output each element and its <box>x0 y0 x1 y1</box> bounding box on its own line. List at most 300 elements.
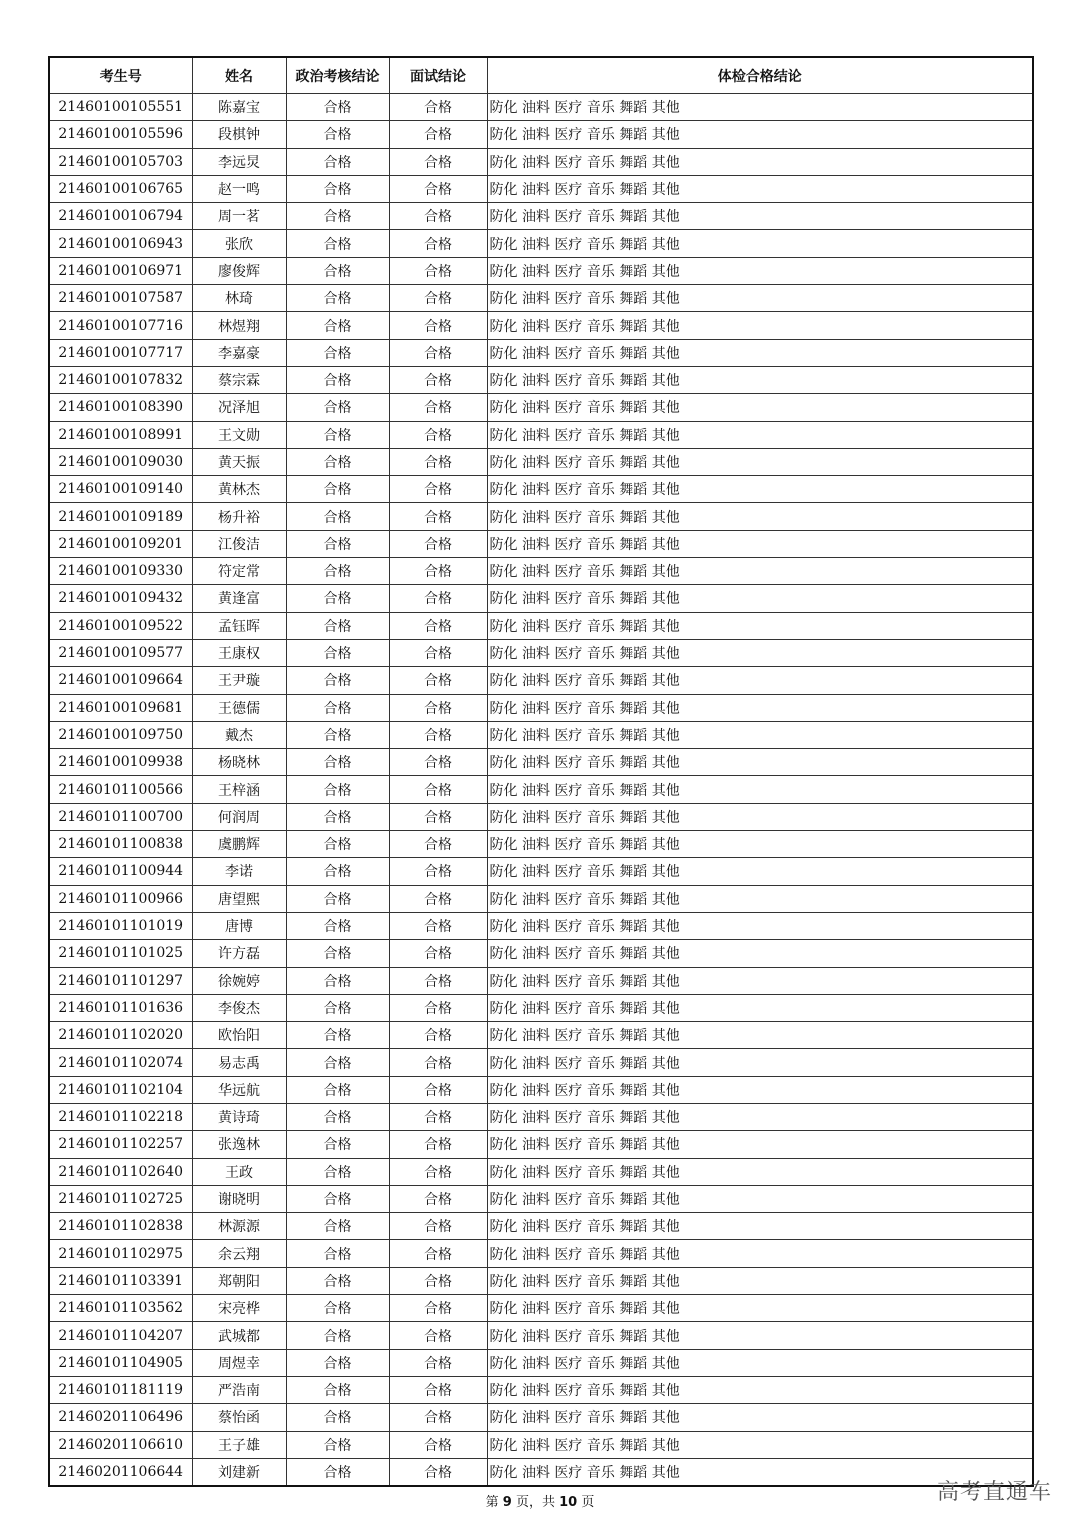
political-check-cell: 合格 <box>286 749 389 776</box>
exam-id-cell: 21460101100838 <box>49 831 192 858</box>
interview-cell: 合格 <box>389 339 487 366</box>
table-row <box>49 339 1033 366</box>
physical-exam-cell: 防化 油料 医疗 音乐 舞蹈 其他 <box>487 885 1033 912</box>
physical-exam-cell: 防化 油料 医疗 音乐 舞蹈 其他 <box>487 994 1033 1021</box>
table-row <box>49 694 1033 721</box>
interview-cell: 合格 <box>389 585 487 612</box>
name-cell: 刘建新 <box>192 1458 286 1486</box>
interview-cell: 合格 <box>389 967 487 994</box>
header-physical-exam: 体检合格结论 <box>487 57 1033 94</box>
footer-middle: 页，共 <box>511 1495 560 1510</box>
name-cell: 严浩南 <box>192 1376 286 1403</box>
physical-exam-cell: 防化 油料 医疗 音乐 舞蹈 其他 <box>487 803 1033 830</box>
exam-id-cell: 21460100106971 <box>49 257 192 284</box>
interview-cell: 合格 <box>389 1322 487 1349</box>
name-cell: 张欣 <box>192 230 286 257</box>
physical-exam-cell: 防化 油料 医疗 音乐 舞蹈 其他 <box>487 612 1033 639</box>
political-check-cell: 合格 <box>286 721 389 748</box>
table-row <box>49 912 1033 939</box>
exam-id-cell: 21460100109330 <box>49 558 192 585</box>
political-check-cell: 合格 <box>286 1049 389 1076</box>
name-cell: 欧怡阳 <box>192 1022 286 1049</box>
name-cell: 李远炅 <box>192 148 286 175</box>
table-row <box>49 1022 1033 1049</box>
interview-cell: 合格 <box>389 94 487 121</box>
political-check-cell: 合格 <box>286 285 389 312</box>
interview-cell: 合格 <box>389 503 487 530</box>
header-political-check: 政治考核结论 <box>286 57 389 94</box>
name-cell: 许方磊 <box>192 940 286 967</box>
exam-id-cell: 21460101104905 <box>49 1349 192 1376</box>
table-row <box>49 667 1033 694</box>
physical-exam-cell: 防化 油料 医疗 音乐 舞蹈 其他 <box>487 257 1033 284</box>
physical-exam-cell: 防化 油料 医疗 音乐 舞蹈 其他 <box>487 1185 1033 1212</box>
physical-exam-cell: 防化 油料 医疗 音乐 舞蹈 其他 <box>487 1404 1033 1431</box>
table-row <box>49 612 1033 639</box>
table-row <box>49 885 1033 912</box>
table-row <box>49 1240 1033 1267</box>
exam-id-cell: 21460100109750 <box>49 721 192 748</box>
table-row <box>49 312 1033 339</box>
political-check-cell: 合格 <box>286 558 389 585</box>
exam-id-cell: 21460201106610 <box>49 1431 192 1458</box>
political-check-cell: 合格 <box>286 121 389 148</box>
table-row <box>49 94 1033 121</box>
physical-exam-cell: 防化 油料 医疗 音乐 舞蹈 其他 <box>487 967 1033 994</box>
interview-cell: 合格 <box>389 1131 487 1158</box>
footer-prefix: 第 <box>485 1495 503 1510</box>
name-cell: 李俊杰 <box>192 994 286 1021</box>
total-pages: 10 <box>559 1495 578 1510</box>
table-row <box>49 421 1033 448</box>
physical-exam-cell: 防化 油料 医疗 音乐 舞蹈 其他 <box>487 476 1033 503</box>
exam-id-cell: 21460100108991 <box>49 421 192 448</box>
political-check-cell: 合格 <box>286 1076 389 1103</box>
physical-exam-cell: 防化 油料 医疗 音乐 舞蹈 其他 <box>487 912 1033 939</box>
exam-id-cell: 21460100107587 <box>49 285 192 312</box>
political-check-cell: 合格 <box>286 1213 389 1240</box>
physical-exam-cell: 防化 油料 医疗 音乐 舞蹈 其他 <box>487 585 1033 612</box>
name-cell: 段棋钟 <box>192 121 286 148</box>
name-cell: 华远航 <box>192 1076 286 1103</box>
exam-id-cell: 21460101102975 <box>49 1240 192 1267</box>
results-table <box>48 56 1034 1487</box>
exam-id-cell: 21460201106496 <box>49 1404 192 1431</box>
name-cell: 林琦 <box>192 285 286 312</box>
political-check-cell: 合格 <box>286 831 389 858</box>
interview-cell: 合格 <box>389 940 487 967</box>
table-row <box>49 175 1033 202</box>
table-row <box>49 503 1033 530</box>
interview-cell: 合格 <box>389 639 487 666</box>
political-check-cell: 合格 <box>286 339 389 366</box>
political-check-cell: 合格 <box>286 175 389 202</box>
name-cell: 张逸林 <box>192 1131 286 1158</box>
name-cell: 武城都 <box>192 1322 286 1349</box>
name-cell: 周煜幸 <box>192 1349 286 1376</box>
physical-exam-cell: 防化 油料 医疗 音乐 舞蹈 其他 <box>487 1022 1033 1049</box>
exam-id-cell: 21460100108390 <box>49 394 192 421</box>
name-cell: 王梓涵 <box>192 776 286 803</box>
table-row <box>49 1049 1033 1076</box>
political-check-cell: 合格 <box>286 421 389 448</box>
table-row <box>49 803 1033 830</box>
political-check-cell: 合格 <box>286 776 389 803</box>
political-check-cell: 合格 <box>286 476 389 503</box>
interview-cell: 合格 <box>389 1431 487 1458</box>
physical-exam-cell: 防化 油料 医疗 音乐 舞蹈 其他 <box>487 1076 1033 1103</box>
exam-id-cell: 21460101101019 <box>49 912 192 939</box>
political-check-cell: 合格 <box>286 1185 389 1212</box>
name-cell: 周一茗 <box>192 203 286 230</box>
table-row <box>49 230 1033 257</box>
exam-id-cell: 21460100109030 <box>49 448 192 475</box>
political-check-cell: 合格 <box>286 230 389 257</box>
interview-cell: 合格 <box>389 831 487 858</box>
name-cell: 廖俊辉 <box>192 257 286 284</box>
table-row <box>49 1158 1033 1185</box>
political-check-cell: 合格 <box>286 312 389 339</box>
table-row <box>49 1349 1033 1376</box>
interview-cell: 合格 <box>389 776 487 803</box>
physical-exam-cell: 防化 油料 医疗 音乐 舞蹈 其他 <box>487 776 1033 803</box>
header-row <box>49 57 1033 94</box>
physical-exam-cell: 防化 油料 医疗 音乐 舞蹈 其他 <box>487 366 1033 393</box>
physical-exam-cell: 防化 油料 医疗 音乐 舞蹈 其他 <box>487 121 1033 148</box>
political-check-cell: 合格 <box>286 912 389 939</box>
political-check-cell: 合格 <box>286 1322 389 1349</box>
exam-id-cell: 21460101103391 <box>49 1267 192 1294</box>
interview-cell: 合格 <box>389 203 487 230</box>
table-row <box>49 448 1033 475</box>
exam-id-cell: 21460100105551 <box>49 94 192 121</box>
interview-cell: 合格 <box>389 257 487 284</box>
table-row <box>49 1376 1033 1403</box>
interview-cell: 合格 <box>389 803 487 830</box>
political-check-cell: 合格 <box>286 1158 389 1185</box>
physical-exam-cell: 防化 油料 医疗 音乐 舞蹈 其他 <box>487 721 1033 748</box>
exam-id-cell: 21460101104207 <box>49 1322 192 1349</box>
exam-id-cell: 21460101100566 <box>49 776 192 803</box>
political-check-cell: 合格 <box>286 530 389 557</box>
political-check-cell: 合格 <box>286 1267 389 1294</box>
exam-id-cell: 21460100107716 <box>49 312 192 339</box>
physical-exam-cell: 防化 油料 医疗 音乐 舞蹈 其他 <box>487 94 1033 121</box>
interview-cell: 合格 <box>389 1158 487 1185</box>
table-row <box>49 858 1033 885</box>
political-check-cell: 合格 <box>286 1404 389 1431</box>
physical-exam-cell: 防化 油料 医疗 音乐 舞蹈 其他 <box>487 530 1033 557</box>
political-check-cell: 合格 <box>286 885 389 912</box>
name-cell: 赵一鸣 <box>192 175 286 202</box>
interview-cell: 合格 <box>389 1240 487 1267</box>
political-check-cell: 合格 <box>286 803 389 830</box>
interview-cell: 合格 <box>389 366 487 393</box>
table-row <box>49 639 1033 666</box>
political-check-cell: 合格 <box>286 366 389 393</box>
name-cell: 徐婉婷 <box>192 967 286 994</box>
physical-exam-cell: 防化 油料 医疗 音乐 舞蹈 其他 <box>487 394 1033 421</box>
table-row <box>49 257 1033 284</box>
table-row <box>49 749 1033 776</box>
interview-cell: 合格 <box>389 1185 487 1212</box>
physical-exam-cell: 防化 油料 医疗 音乐 舞蹈 其他 <box>487 1267 1033 1294</box>
political-check-cell: 合格 <box>286 994 389 1021</box>
name-cell: 王尹璇 <box>192 667 286 694</box>
political-check-cell: 合格 <box>286 585 389 612</box>
table-row <box>49 366 1033 393</box>
name-cell: 黄逢富 <box>192 585 286 612</box>
physical-exam-cell: 防化 油料 医疗 音乐 舞蹈 其他 <box>487 1458 1033 1486</box>
table-row <box>49 121 1033 148</box>
table-row <box>49 530 1033 557</box>
table-row <box>49 831 1033 858</box>
interview-cell: 合格 <box>389 148 487 175</box>
table-row <box>49 1431 1033 1458</box>
interview-cell: 合格 <box>389 858 487 885</box>
physical-exam-cell: 防化 油料 医疗 音乐 舞蹈 其他 <box>487 1295 1033 1322</box>
name-cell: 宋亮桦 <box>192 1295 286 1322</box>
table-row <box>49 776 1033 803</box>
physical-exam-cell: 防化 油料 医疗 音乐 舞蹈 其他 <box>487 1103 1033 1130</box>
physical-exam-cell: 防化 油料 医疗 音乐 舞蹈 其他 <box>487 858 1033 885</box>
interview-cell: 合格 <box>389 558 487 585</box>
exam-id-cell: 21460101101025 <box>49 940 192 967</box>
interview-cell: 合格 <box>389 1213 487 1240</box>
political-check-cell: 合格 <box>286 94 389 121</box>
exam-id-cell: 21460101102074 <box>49 1049 192 1076</box>
political-check-cell: 合格 <box>286 257 389 284</box>
political-check-cell: 合格 <box>286 203 389 230</box>
physical-exam-cell: 防化 油料 医疗 音乐 舞蹈 其他 <box>487 639 1033 666</box>
name-cell: 李嘉豪 <box>192 339 286 366</box>
interview-cell: 合格 <box>389 285 487 312</box>
physical-exam-cell: 防化 油料 医疗 音乐 舞蹈 其他 <box>487 230 1033 257</box>
interview-cell: 合格 <box>389 421 487 448</box>
exam-id-cell: 21460101101636 <box>49 994 192 1021</box>
political-check-cell: 合格 <box>286 1376 389 1403</box>
exam-id-cell: 21460101102020 <box>49 1022 192 1049</box>
physical-exam-cell: 防化 油料 医疗 音乐 舞蹈 其他 <box>487 1158 1033 1185</box>
exam-id-cell: 21460100109938 <box>49 749 192 776</box>
political-check-cell: 合格 <box>286 1458 389 1486</box>
exam-id-cell: 21460101102725 <box>49 1185 192 1212</box>
political-check-cell: 合格 <box>286 667 389 694</box>
interview-cell: 合格 <box>389 121 487 148</box>
name-cell: 蔡怡函 <box>192 1404 286 1431</box>
interview-cell: 合格 <box>389 1103 487 1130</box>
exam-id-cell: 21460100109577 <box>49 639 192 666</box>
political-check-cell: 合格 <box>286 858 389 885</box>
table-row <box>49 558 1033 585</box>
physical-exam-cell: 防化 油料 医疗 音乐 舞蹈 其他 <box>487 1349 1033 1376</box>
physical-exam-cell: 防化 油料 医疗 音乐 舞蹈 其他 <box>487 1376 1033 1403</box>
name-cell: 林煜翔 <box>192 312 286 339</box>
interview-cell: 合格 <box>389 1376 487 1403</box>
name-cell: 况泽旭 <box>192 394 286 421</box>
physical-exam-cell: 防化 油料 医疗 音乐 舞蹈 其他 <box>487 1049 1033 1076</box>
exam-id-cell: 21460100109664 <box>49 667 192 694</box>
exam-id-cell: 21460100105596 <box>49 121 192 148</box>
exam-id-cell: 21460100109522 <box>49 612 192 639</box>
exam-id-cell: 21460100106765 <box>49 175 192 202</box>
physical-exam-cell: 防化 油料 医疗 音乐 舞蹈 其他 <box>487 203 1033 230</box>
interview-cell: 合格 <box>389 1295 487 1322</box>
interview-cell: 合格 <box>389 994 487 1021</box>
physical-exam-cell: 防化 油料 医疗 音乐 舞蹈 其他 <box>487 503 1033 530</box>
name-cell: 戴杰 <box>192 721 286 748</box>
interview-cell: 合格 <box>389 175 487 202</box>
table-row <box>49 1458 1033 1486</box>
exam-id-cell: 21460101102218 <box>49 1103 192 1130</box>
political-check-cell: 合格 <box>286 1131 389 1158</box>
name-cell: 杨升裕 <box>192 503 286 530</box>
table-row <box>49 940 1033 967</box>
exam-id-cell: 21460100107832 <box>49 366 192 393</box>
exam-id-cell: 21460100106794 <box>49 203 192 230</box>
table-row <box>49 1295 1033 1322</box>
exam-id-cell: 21460100109201 <box>49 530 192 557</box>
political-check-cell: 合格 <box>286 503 389 530</box>
exam-id-cell: 21460101102104 <box>49 1076 192 1103</box>
exam-id-cell: 21460100106943 <box>49 230 192 257</box>
physical-exam-cell: 防化 油料 医疗 音乐 舞蹈 其他 <box>487 1240 1033 1267</box>
physical-exam-cell: 防化 油料 医疗 音乐 舞蹈 其他 <box>487 558 1033 585</box>
exam-id-cell: 21460101100966 <box>49 885 192 912</box>
exam-id-cell: 21460101100700 <box>49 803 192 830</box>
interview-cell: 合格 <box>389 230 487 257</box>
table-row <box>49 994 1033 1021</box>
name-cell: 黄诗琦 <box>192 1103 286 1130</box>
interview-cell: 合格 <box>389 394 487 421</box>
political-check-cell: 合格 <box>286 1240 389 1267</box>
name-cell: 孟钰晖 <box>192 612 286 639</box>
header-name: 姓名 <box>192 57 286 94</box>
political-check-cell: 合格 <box>286 1349 389 1376</box>
name-cell: 谢晓明 <box>192 1185 286 1212</box>
physical-exam-cell: 防化 油料 医疗 音乐 舞蹈 其他 <box>487 667 1033 694</box>
page-footer <box>0 1491 1080 1510</box>
physical-exam-cell: 防化 油料 医疗 音乐 舞蹈 其他 <box>487 1431 1033 1458</box>
interview-cell: 合格 <box>389 721 487 748</box>
header-exam-id: 考生号 <box>49 57 192 94</box>
interview-cell: 合格 <box>389 1458 487 1486</box>
political-check-cell: 合格 <box>286 1103 389 1130</box>
table-row <box>49 1267 1033 1294</box>
exam-id-cell: 21460101103562 <box>49 1295 192 1322</box>
table-row <box>49 1213 1033 1240</box>
interview-cell: 合格 <box>389 476 487 503</box>
interview-cell: 合格 <box>389 1349 487 1376</box>
political-check-cell: 合格 <box>286 694 389 721</box>
exam-id-cell: 21460100109140 <box>49 476 192 503</box>
interview-cell: 合格 <box>389 312 487 339</box>
physical-exam-cell: 防化 油料 医疗 音乐 舞蹈 其他 <box>487 148 1033 175</box>
exam-id-cell: 21460101100944 <box>49 858 192 885</box>
physical-exam-cell: 防化 油料 医疗 音乐 舞蹈 其他 <box>487 940 1033 967</box>
interview-cell: 合格 <box>389 1049 487 1076</box>
exam-id-cell: 21460101102838 <box>49 1213 192 1240</box>
table-row <box>49 285 1033 312</box>
political-check-cell: 合格 <box>286 1431 389 1458</box>
exam-id-cell: 21460100107717 <box>49 339 192 366</box>
name-cell: 王文勋 <box>192 421 286 448</box>
exam-id-cell: 21460101102640 <box>49 1158 192 1185</box>
political-check-cell: 合格 <box>286 148 389 175</box>
name-cell: 符定常 <box>192 558 286 585</box>
table-row <box>49 1185 1033 1212</box>
exam-id-cell: 21460100109432 <box>49 585 192 612</box>
name-cell: 林源源 <box>192 1213 286 1240</box>
footer-suffix: 页 <box>577 1495 595 1510</box>
table-row <box>49 1076 1033 1103</box>
exam-id-cell: 21460100105703 <box>49 148 192 175</box>
name-cell: 余云翔 <box>192 1240 286 1267</box>
physical-exam-cell: 防化 油料 医疗 音乐 舞蹈 其他 <box>487 175 1033 202</box>
political-check-cell: 合格 <box>286 1022 389 1049</box>
physical-exam-cell: 防化 油料 医疗 音乐 舞蹈 其他 <box>487 339 1033 366</box>
table-row <box>49 967 1033 994</box>
exam-id-cell: 21460100109189 <box>49 503 192 530</box>
name-cell: 王子雄 <box>192 1431 286 1458</box>
name-cell: 江俊洁 <box>192 530 286 557</box>
current-page: 9 <box>502 1495 512 1510</box>
physical-exam-cell: 防化 油料 医疗 音乐 舞蹈 其他 <box>487 749 1033 776</box>
interview-cell: 合格 <box>389 1404 487 1431</box>
name-cell: 唐望熙 <box>192 885 286 912</box>
interview-cell: 合格 <box>389 448 487 475</box>
political-check-cell: 合格 <box>286 1295 389 1322</box>
table-row <box>49 1131 1033 1158</box>
political-check-cell: 合格 <box>286 394 389 421</box>
interview-cell: 合格 <box>389 1022 487 1049</box>
name-cell: 黄林杰 <box>192 476 286 503</box>
table-row <box>49 1103 1033 1130</box>
exam-id-cell: 21460101181119 <box>49 1376 192 1403</box>
interview-cell: 合格 <box>389 1076 487 1103</box>
physical-exam-cell: 防化 油料 医疗 音乐 舞蹈 其他 <box>487 1213 1033 1240</box>
table-row <box>49 1404 1033 1431</box>
header-interview: 面试结论 <box>389 57 487 94</box>
name-cell: 王德儒 <box>192 694 286 721</box>
political-check-cell: 合格 <box>286 967 389 994</box>
name-cell: 何润周 <box>192 803 286 830</box>
physical-exam-cell: 防化 油料 医疗 音乐 舞蹈 其他 <box>487 448 1033 475</box>
political-check-cell: 合格 <box>286 639 389 666</box>
table-row <box>49 148 1033 175</box>
table-row <box>49 721 1033 748</box>
name-cell: 李诺 <box>192 858 286 885</box>
table-row <box>49 1322 1033 1349</box>
interview-cell: 合格 <box>389 667 487 694</box>
physical-exam-cell: 防化 油料 医疗 音乐 舞蹈 其他 <box>487 312 1033 339</box>
physical-exam-cell: 防化 油料 医疗 音乐 舞蹈 其他 <box>487 694 1033 721</box>
name-cell: 杨晓林 <box>192 749 286 776</box>
physical-exam-cell: 防化 油料 医疗 音乐 舞蹈 其他 <box>487 421 1033 448</box>
exam-id-cell: 21460100109681 <box>49 694 192 721</box>
physical-exam-cell: 防化 油料 医疗 音乐 舞蹈 其他 <box>487 1322 1033 1349</box>
political-check-cell: 合格 <box>286 940 389 967</box>
name-cell: 唐博 <box>192 912 286 939</box>
interview-cell: 合格 <box>389 530 487 557</box>
physical-exam-cell: 防化 油料 医疗 音乐 舞蹈 其他 <box>487 831 1033 858</box>
physical-exam-cell: 防化 油料 医疗 音乐 舞蹈 其他 <box>487 285 1033 312</box>
exam-id-cell: 21460101102257 <box>49 1131 192 1158</box>
name-cell: 黄天振 <box>192 448 286 475</box>
exam-id-cell: 21460201106644 <box>49 1458 192 1486</box>
physical-exam-cell: 防化 油料 医疗 音乐 舞蹈 其他 <box>487 1131 1033 1158</box>
interview-cell: 合格 <box>389 612 487 639</box>
